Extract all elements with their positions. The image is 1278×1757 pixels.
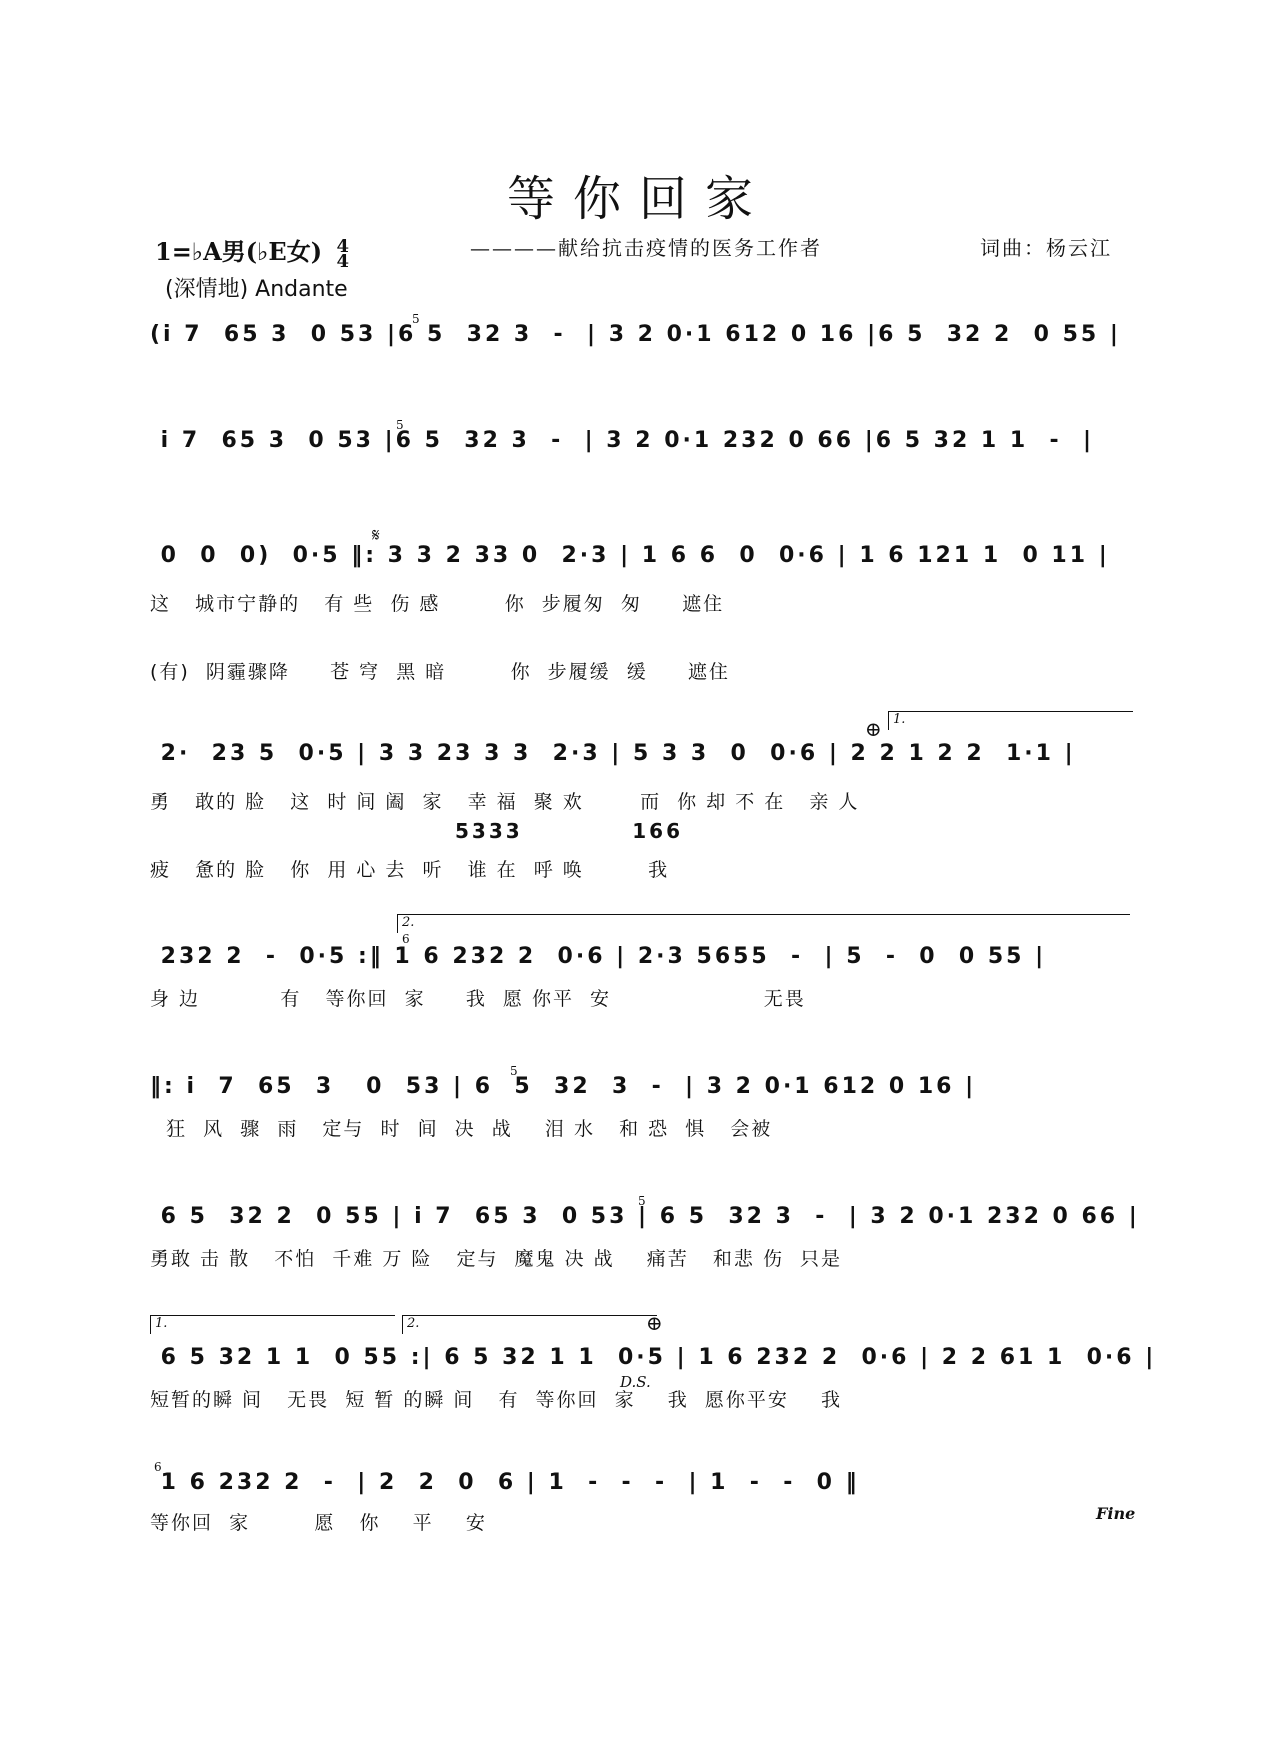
notation-line: i 7 65 3 0 53 |6 5 32 3 - | 3 2 0·1 232 0 66 |6 5 32 1 1 - | (150, 428, 1095, 453)
ds-marking: D.S. (620, 1373, 651, 1391)
volta-bracket-2: 2. (402, 1315, 657, 1334)
lyric-line-2: 疲 惫的 脸 你 用 心 去 听 谁 在 呼 唤 我 (150, 859, 670, 881)
time-signature-bottom: 4 (336, 250, 349, 272)
grace-note: 6 (402, 932, 410, 946)
subtitle: ————献给抗击疫情的医务工作者 (470, 236, 822, 260)
lyric-line-1: 等你回 家 愿 你 平 安 (150, 1512, 487, 1534)
lyric-line-2: (有) 阴霾骤降 苍 穹 黑 暗 你 步履缓 缓 遮住 (150, 661, 730, 683)
time-signature (336, 235, 349, 272)
segno-sign: 𝄋 (372, 525, 380, 546)
grace-note: 5 (510, 1064, 518, 1078)
grace-note: 6 (154, 1460, 162, 1474)
page-title: 等你回家 (506, 171, 771, 227)
lyric-line-1: 身 边 有 等你回 家 我 愿 你平 安 无畏 (150, 988, 806, 1010)
author-credit: 词曲：杨云江 (980, 236, 1112, 260)
key-label: 1=♭A男(♭E女) (155, 237, 323, 266)
coda-sign: ⊕ (646, 1311, 663, 1335)
lyric-line-1: 狂 风 骤 雨 定与 时 间 决 战 泪 水 和 恐 惧 会被 (150, 1118, 773, 1140)
key-signature (155, 232, 349, 272)
volta-bracket-1: 1. (888, 711, 1133, 730)
lyric-line-1: 勇敢 击 散 不怕 千难 万 险 定与 魔鬼 决 战 痛苦 和悲 伤 只是 (150, 1248, 843, 1270)
notation-line: 1 6 232 2 - | 2 2 0 6 | 1 - - - | 1 - - 0 ‖ (150, 1470, 860, 1495)
alternate-notation: 5333 166 (455, 819, 684, 843)
time-signature-top: 4 (336, 235, 349, 257)
coda-sign: ⊕ (865, 717, 882, 741)
lyric-line-1: 短暂的瞬 间 无畏 短 暂 的瞬 间 有 等你回 家 我 愿你平安 我 (150, 1389, 843, 1411)
grace-note: 5 (396, 418, 404, 432)
volta-bracket-2: 2. (397, 914, 1130, 933)
lyric-line-1: 这 城市宁静的 有 些 伤 感 你 步履匆 匆 遮住 (150, 593, 725, 615)
notation-line: 0 0 0) 0·5 ‖: 3 3 2 33 0 2·3 | 1 6 6 0 0·6 | 1 6 121 1 0 11 | (150, 543, 1110, 568)
notation-line: 6 5 32 2 0 55 | i 7 65 3 0 53 | 6 5 32 3 - | 3 2 0·1 232 0 66 | (150, 1204, 1140, 1229)
tempo-marking: (深情地) Andante (165, 277, 348, 302)
lyric-line-1: 勇 敢的 脸 这 时 间 阖 家 幸 福 聚 欢 而 你 却 不 在 亲 人 (150, 791, 860, 813)
fine-marking: Fine (1096, 1504, 1136, 1523)
notation-line: (i 7 65 3 0 53 |6 5 32 3 - | 3 2 0·1 612 0 16 |6 5 32 2 0 55 | (150, 322, 1121, 347)
grace-note: 5 (412, 312, 420, 326)
grace-note: 5 (638, 1194, 646, 1208)
notation-line: 2· 23 5 0·5 | 3 3 23 3 3 2·3 | 5 3 3 0 0·6 | 2 2 1 2 2 1·1 | (150, 741, 1076, 766)
notation-line: 6 5 32 1 1 0 55 :| 6 5 32 1 1 0·5 | 1 6 232 2 0·6 | 2 2 61 1 0·6 | (150, 1345, 1157, 1370)
notation-line: ‖: i 7 65 3 0 53 | 6 5 32 3 - | 3 2 0·1 612 0 16 | (150, 1074, 977, 1099)
volta-bracket-1: 1. (150, 1315, 395, 1334)
notation-line: 232 2 - 0·5 :‖ 1 6 232 2 0·6 | 2·3 5655 - | 5 - 0 0 55 | (150, 944, 1047, 969)
